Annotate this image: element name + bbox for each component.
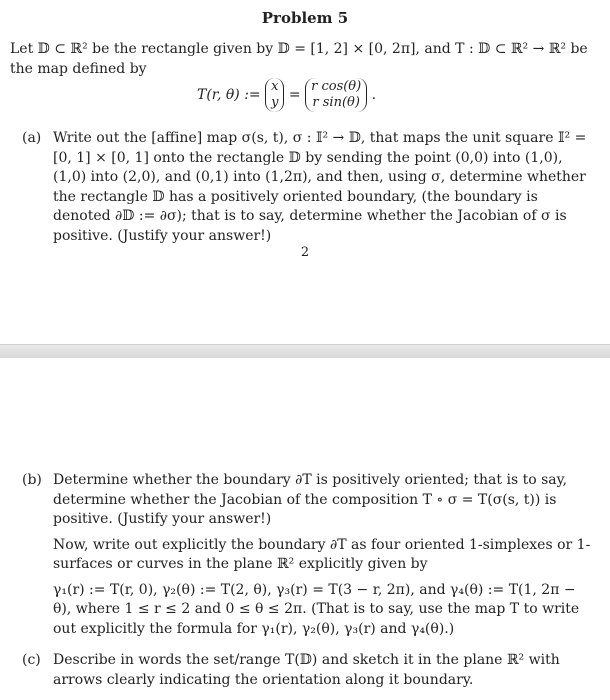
map-definition-formula — [197, 78, 376, 112]
vector-rsin: r sin(θ) — [312, 95, 360, 110]
problem-title: Problem 5 — [261, 9, 349, 27]
map-period: . — [371, 87, 377, 103]
map-lhs: T(r, θ) := — [197, 87, 261, 103]
vector-x: x — [271, 79, 279, 94]
polar-vector — [305, 78, 367, 112]
part-c-label: (c) — [22, 652, 41, 668]
page-upper — [0, 0, 610, 344]
part-b-label: (b) — [22, 472, 42, 488]
part-a-label: (a) — [22, 130, 42, 146]
problem-intro: Let 𝔻 ⊂ ℝ² be the rectangle given by 𝔻 = [1, 2] × [0, 2π], and T : 𝔻 ⊂ ℝ² → ℝ² be the map defined by — [10, 41, 588, 77]
part-b-body — [53, 471, 593, 639]
part-c-text: Describe in words the set/range T(𝔻) and sketch it in the plane ℝ² with arrows clearly indicating the orientation along it boundary. — [53, 652, 560, 688]
vector-rcos: r cos(θ) — [311, 79, 362, 94]
page-number: 2 — [300, 245, 310, 260]
map-equals: = — [288, 87, 301, 103]
xy-vector — [265, 78, 284, 112]
part-b-text-3: γ₁(r) := T(r, 0), γ₂(θ) := T(2, θ), γ₃(r) = T(3 − r, 2π), and γ₄(θ) := T(1, 2π − θ), where 1 ≤ r ≤ 2 and 0 ≤ θ ≤ 2π. (That is to say, use the map T to write out explicitly the formula for γ₁(r), γ₂(θ), γ₃(r) and γ₄(θ).) — [53, 581, 580, 637]
part-b-text-1: Determine whether the boundary ∂T is positively oriented; that is to say, determine whether the Jacobian of the composition T ∘ σ = T(σ(s, t)) is positive. (Justify your answer!) — [53, 472, 568, 527]
part-b-text-2: Now, write out explicitly the boundary ∂T as four oriented 1-simplexes or 1-surfaces or curves in the plane ℝ² explicitly given by — [53, 536, 591, 572]
vector-y: y — [271, 95, 279, 110]
part-a-text: Write out the [affine] map σ(s, t), σ : 𝕀² → 𝔻, that maps the unit square 𝕀² = [0, 1] × [0, 1] onto the rectangle 𝔻 by sending the point (0,0) into (1,0), (1,0) into (2,0), and (0,1) into (1,2π), and then, using σ, determine whether the rectangle 𝔻 has a positively oriented boundary, (the boundary is denoted ∂𝔻 := ∂σ); that is to say, determine whether the Jacobian of σ is positive. (Justify your answer!) — [53, 130, 587, 244]
